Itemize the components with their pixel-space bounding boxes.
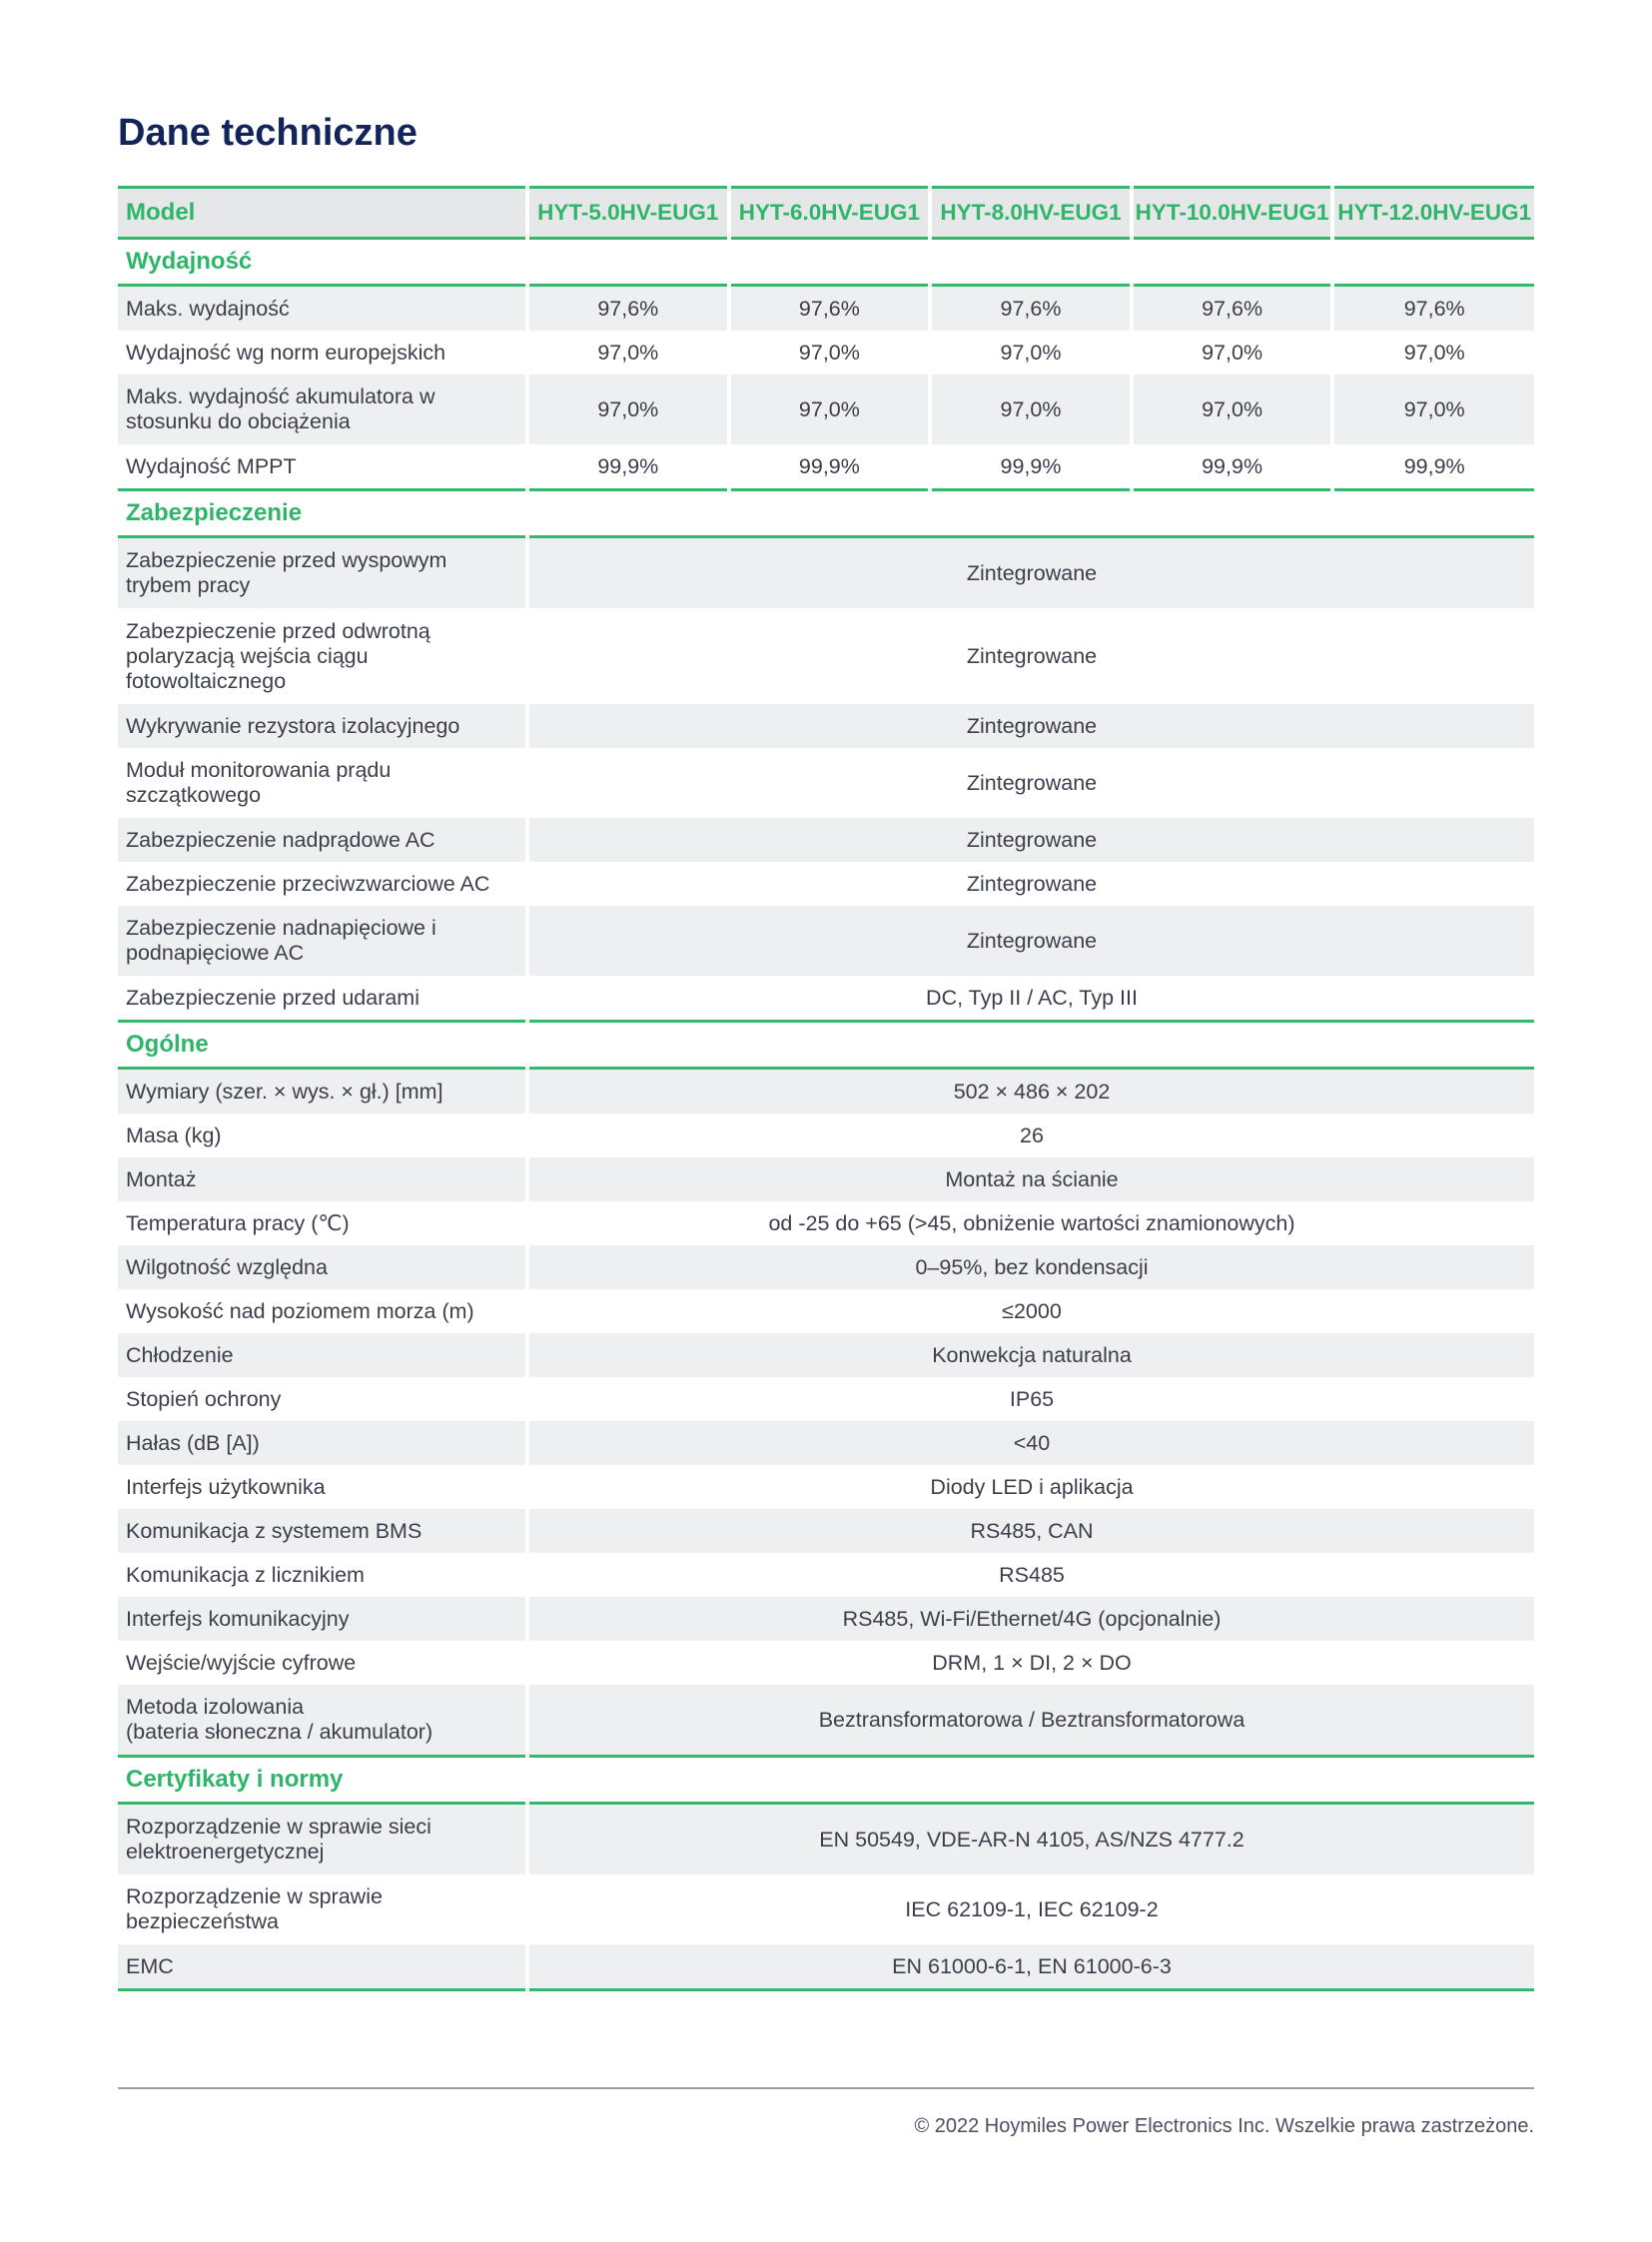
table-row: [118, 1597, 1534, 1641]
row-label: Stopień ochrony: [118, 1377, 527, 1421]
row-value: 97,0%: [729, 331, 931, 374]
header-model-5: HYT-12.0HV-EUG1: [1332, 188, 1534, 239]
row-value: RS485: [527, 1553, 1534, 1597]
row-value: Beztransformatorowa / Beztransformatorowa: [527, 1685, 1534, 1757]
row-value: 99,9%: [1132, 444, 1333, 490]
row-value: Zintegrowane: [527, 862, 1534, 906]
row-value: RS485, CAN: [527, 1509, 1534, 1553]
row-value: 99,9%: [729, 444, 931, 490]
row-value: Zintegrowane: [527, 748, 1534, 818]
row-value: Zintegrowane: [527, 818, 1534, 862]
row-value: 97,0%: [1132, 331, 1333, 374]
page-title: Dane techniczne: [118, 112, 417, 154]
table-row: [118, 1641, 1534, 1685]
row-value: Zintegrowane: [527, 608, 1534, 704]
table-row: [118, 608, 1534, 704]
row-value: 97,0%: [1332, 331, 1534, 374]
section-title: Zabezpieczenie: [118, 490, 1534, 537]
row-label: Wymiary (szer. × wys. × gł.) [mm]: [118, 1069, 527, 1115]
header-model-2: HYT-6.0HV-EUG1: [729, 188, 931, 239]
row-label: Zabezpieczenie nadprądowe AC: [118, 818, 527, 862]
table-row: [118, 374, 1534, 444]
section-header-certyfikaty: [118, 1757, 1534, 1804]
row-value: RS485, Wi-Fi/Ethernet/4G (opcjonalnie): [527, 1597, 1534, 1641]
table-row: [118, 1157, 1534, 1201]
row-value: 97,0%: [1132, 374, 1333, 444]
spec-table: [118, 186, 1534, 1991]
row-value: Zintegrowane: [527, 537, 1534, 609]
row-value: 99,9%: [527, 444, 729, 490]
row-label: Komunikacja z licznikiem: [118, 1553, 527, 1597]
row-label: EMC: [118, 1944, 527, 1990]
section-header-zabezpieczenie: [118, 490, 1534, 537]
table-row: [118, 1377, 1534, 1421]
row-label: Interfejs komunikacyjny: [118, 1597, 527, 1641]
row-value: 0–95%, bez kondensacji: [527, 1245, 1534, 1289]
header-model-3: HYT-8.0HV-EUG1: [930, 188, 1132, 239]
row-label: Moduł monitorowania prądu szczątkowego: [118, 748, 527, 818]
table-row: [118, 862, 1534, 906]
row-value: 97,0%: [930, 374, 1132, 444]
row-value: 97,0%: [930, 331, 1132, 374]
row-value: DRM, 1 × DI, 2 × DO: [527, 1641, 1534, 1685]
footer-divider: [118, 2087, 1534, 2089]
row-label: Maks. wydajność akumulatora w stosunku do obciążenia: [118, 374, 527, 444]
header-model-label: Model: [118, 188, 527, 239]
row-label: Zabezpieczenie przed wyspowym trybem pracy: [118, 537, 527, 609]
row-value: Diody LED i aplikacja: [527, 1465, 1534, 1509]
table-row: [118, 1201, 1534, 1245]
table-row: [118, 1289, 1534, 1333]
row-value: Zintegrowane: [527, 906, 1534, 976]
row-label: Zabezpieczenie przed odwrotną polaryzacją wejścia ciągu fotowoltaicznego: [118, 608, 527, 704]
row-value: 97,6%: [930, 286, 1132, 332]
row-label: Zabezpieczenie przeciwzwarciowe AC: [118, 862, 527, 906]
table-row: [118, 1245, 1534, 1289]
table-row: [118, 1114, 1534, 1157]
row-value: 502 × 486 × 202: [527, 1069, 1534, 1115]
row-value: EN 61000-6-1, EN 61000-6-3: [527, 1944, 1534, 1990]
row-value: DC, Typ II / AC, Typ III: [527, 976, 1534, 1022]
header-model-4: HYT-10.0HV-EUG1: [1132, 188, 1333, 239]
row-label: Masa (kg): [118, 1114, 527, 1157]
table-header-row: [118, 188, 1534, 239]
row-label-line: (bateria słoneczna / akumulator): [126, 1720, 433, 1744]
row-label: Wydajność wg norm europejskich: [118, 331, 527, 374]
row-label: Wykrywanie rezystora izolacyjnego: [118, 704, 527, 748]
row-value: 97,0%: [527, 374, 729, 444]
section-title: Certyfikaty i normy: [118, 1757, 1534, 1804]
row-value: 97,6%: [527, 286, 729, 332]
header-model-1: HYT-5.0HV-EUG1: [527, 188, 729, 239]
table-row: [118, 818, 1534, 862]
table-row: [118, 1944, 1534, 1990]
row-label: Wilgotność względna: [118, 1245, 527, 1289]
row-value: 97,6%: [729, 286, 931, 332]
row-value: 99,9%: [930, 444, 1132, 490]
row-value: EN 50549, VDE-AR-N 4105, AS/NZS 4777.2: [527, 1804, 1534, 1875]
row-label: Chłodzenie: [118, 1333, 527, 1377]
row-label: Zabezpieczenie przed udarami: [118, 976, 527, 1022]
row-label: Komunikacja z systemem BMS: [118, 1509, 527, 1553]
row-value: Konwekcja naturalna: [527, 1333, 1534, 1377]
row-label: Interfejs użytkownika: [118, 1465, 527, 1509]
row-value: 97,0%: [1332, 374, 1534, 444]
row-label: Rozporządzenie w sprawie sieci elektroenergetycznej: [118, 1804, 527, 1875]
row-value: <40: [527, 1421, 1534, 1465]
table-row: [118, 1509, 1534, 1553]
table-row: [118, 748, 1534, 818]
row-label: Rozporządzenie w sprawie bezpieczeństwa: [118, 1874, 527, 1944]
row-label: Wysokość nad poziomem morza (m): [118, 1289, 527, 1333]
row-label: Wejście/wyjście cyfrowe: [118, 1641, 527, 1685]
table-row: [118, 1421, 1534, 1465]
row-value: Montaż na ścianie: [527, 1157, 1534, 1201]
table-row: [118, 1685, 1534, 1757]
table-row: [118, 906, 1534, 976]
table-row: [118, 1874, 1534, 1944]
row-value: IP65: [527, 1377, 1534, 1421]
row-value: od -25 do +65 (>45, obniżenie wartości znamionowych): [527, 1201, 1534, 1245]
section-header-wydajnosc: [118, 239, 1534, 286]
table-row: [118, 286, 1534, 332]
table-row: [118, 537, 1534, 609]
row-value: 97,6%: [1332, 286, 1534, 332]
table-row: [118, 444, 1534, 490]
section-title: Wydajność: [118, 239, 1534, 286]
row-value: IEC 62109-1, IEC 62109-2: [527, 1874, 1534, 1944]
copyright-footer: © 2022 Hoymiles Power Electronics Inc. Wszelkie prawa zastrzeżone.: [914, 2115, 1534, 2137]
row-label: Zabezpieczenie nadnapięciowe i podnapięciowe AC: [118, 906, 527, 976]
row-label: [118, 1685, 527, 1757]
row-value: 26: [527, 1114, 1534, 1157]
row-value: ≤2000: [527, 1289, 1534, 1333]
section-title: Ogólne: [118, 1022, 1534, 1069]
table-row: [118, 331, 1534, 374]
row-label: Temperatura pracy (℃): [118, 1201, 527, 1245]
row-value: 97,0%: [527, 331, 729, 374]
row-value: 97,6%: [1132, 286, 1333, 332]
row-label: Hałas (dB [A]): [118, 1421, 527, 1465]
row-label-line: Metoda izolowania: [126, 1695, 305, 1719]
table-row: [118, 704, 1534, 748]
section-header-ogolne: [118, 1022, 1534, 1069]
row-value: Zintegrowane: [527, 704, 1534, 748]
row-value: 99,9%: [1332, 444, 1534, 490]
table-row: [118, 1804, 1534, 1875]
table-row: [118, 976, 1534, 1022]
table-row: [118, 1465, 1534, 1509]
row-label: Wydajność MPPT: [118, 444, 527, 490]
table-row: [118, 1069, 1534, 1115]
table-row: [118, 1333, 1534, 1377]
row-label: Montaż: [118, 1157, 527, 1201]
row-value: 97,0%: [729, 374, 931, 444]
row-label: Maks. wydajność: [118, 286, 527, 332]
table-row: [118, 1553, 1534, 1597]
